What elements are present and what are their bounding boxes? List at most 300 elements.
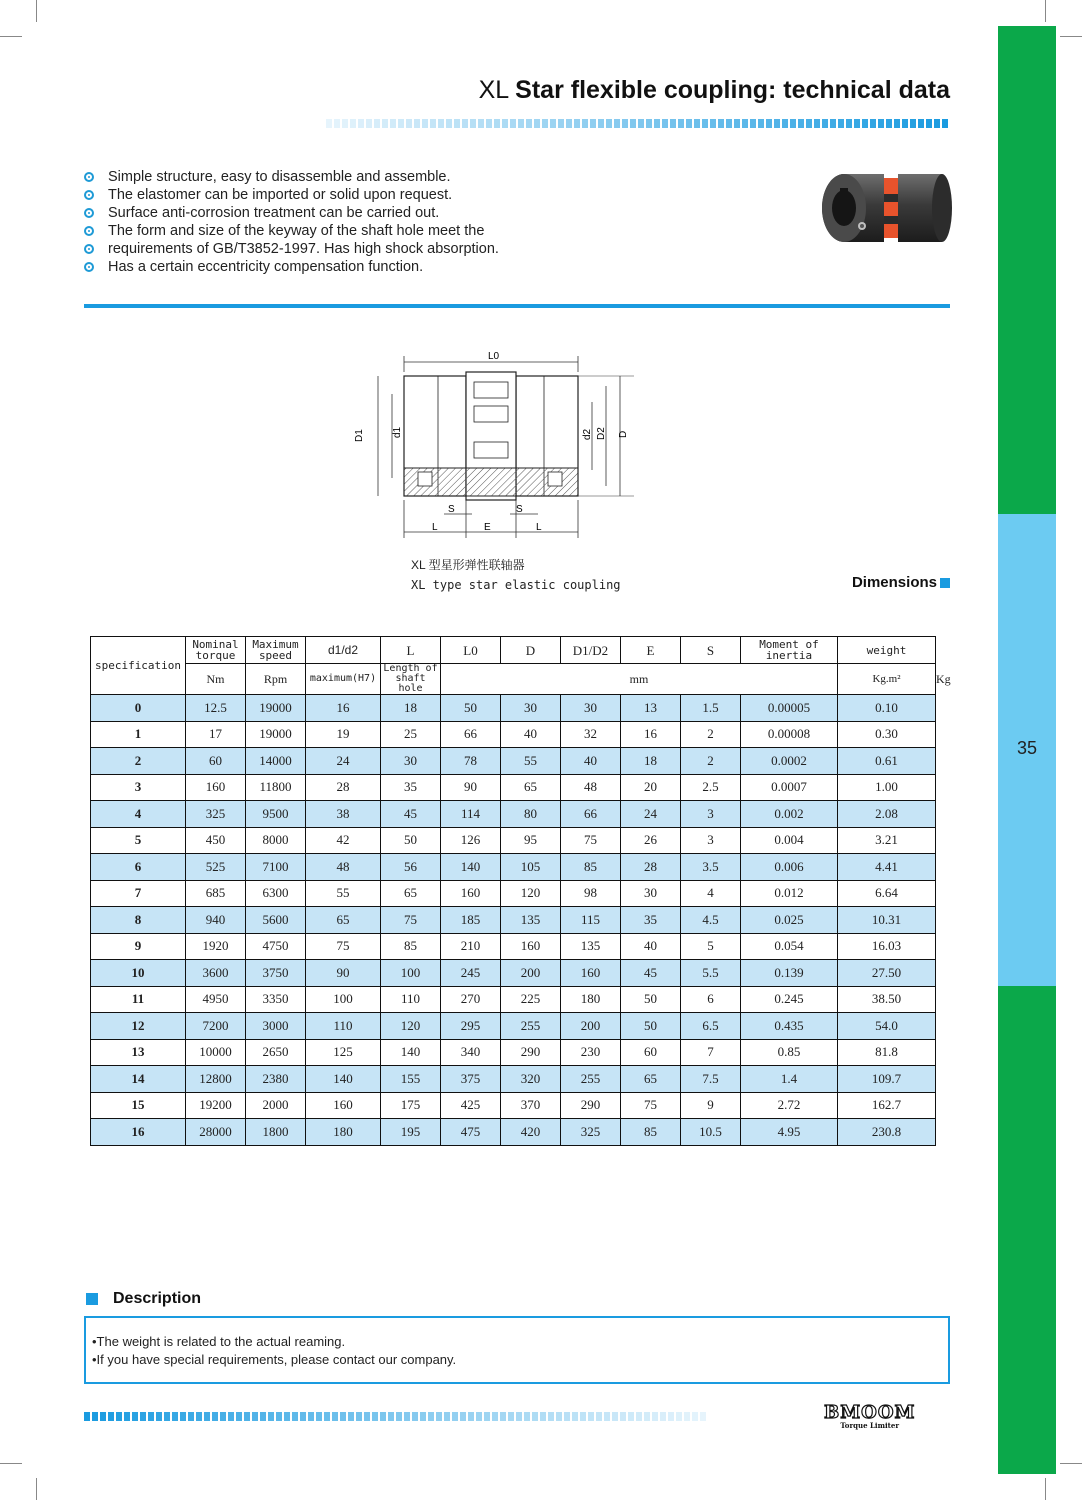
table-cell: 85 [561,854,621,881]
table-cell: 200 [561,1013,621,1040]
crop-mark [1060,36,1082,37]
table-cell: 0.30 [838,721,936,748]
table-cell: 160 [441,880,501,907]
dash-segment [662,119,668,128]
table-cell: 81.8 [838,1039,936,1066]
dash-segment [782,119,788,128]
table-cell: 19200 [186,1092,246,1119]
dash-segment [518,119,524,128]
header-nominal-torque: Nominal torque [186,637,246,664]
dash-segment [790,119,796,128]
unit-kgm2: Kg.m² [838,664,936,695]
dash-segment [438,119,444,128]
table-cell: 2.08 [838,801,936,828]
dash-segment [260,1412,266,1421]
table-cell: 27.50 [838,960,936,987]
header-maximum-speed: Maximum speed [246,637,306,664]
table-cell: 1800 [246,1119,306,1146]
dash-segment [886,119,892,128]
dash-segment [180,1412,186,1421]
label-e: E [484,522,491,533]
table-cell: 475 [441,1119,501,1146]
table-cell: 65 [621,1066,681,1093]
crop-mark [36,1478,37,1500]
dash-segment [646,119,652,128]
dash-segment [652,1412,658,1421]
dash-segment [132,1412,138,1421]
table-cell: 35 [381,774,441,801]
table-cell: 6 [681,986,741,1013]
footer-dash-rule [84,1412,706,1421]
dash-segment [638,119,644,128]
unit-mm: mm [441,664,838,695]
table-units-row: Nm Rpm maximum(H7) Length of shaft hole mm Kg.m² Kg [91,664,936,695]
table-cell: 0.0007 [741,774,838,801]
description-line: •The weight is related to the actual reaming. [92,1334,346,1349]
table-cell: 4950 [186,986,246,1013]
dimensions-heading: Dimensions [852,574,950,591]
table-cell: 55 [501,748,561,775]
dash-segment [878,119,884,128]
brand-logo [824,1404,915,1430]
dash-segment [486,119,492,128]
logo-tagline: Torque Limiter [840,1421,900,1430]
square-marker-icon [940,578,950,588]
dash-segment [414,119,420,128]
table-cell: 110 [381,986,441,1013]
feature-item: Surface anti-corrosion treatment can be carried out. [84,204,499,222]
dash-segment [502,119,508,128]
table-cell: 0.10 [838,695,936,722]
crop-mark [36,0,37,22]
table-cell: 25 [381,721,441,748]
label-d2-upper: D2 [596,427,607,440]
table-cell: 2 [681,748,741,775]
table-cell: 185 [441,907,501,934]
table-cell: 140 [381,1039,441,1066]
circle-bullet-icon [84,244,94,254]
header-l: L [381,637,441,664]
dash-segment [108,1412,114,1421]
table-cell: 9 [681,1092,741,1119]
table-cell: 3 [681,827,741,854]
table-cell: 45 [381,801,441,828]
table-cell: 100 [306,986,381,1013]
dash-segment [364,1412,370,1421]
dash-segment [494,119,500,128]
dash-segment [356,1412,362,1421]
dash-segment [398,119,404,128]
dash-segment [628,1412,634,1421]
table-cell: 126 [441,827,501,854]
table-cell: 75 [306,933,381,960]
dash-segment [582,119,588,128]
dash-segment [542,119,548,128]
table-cell: 18 [621,748,681,775]
dash-segment [596,1412,602,1421]
dash-segment [870,119,876,128]
table-cell: 0.61 [838,748,936,775]
table-cell: 40 [561,748,621,775]
dash-segment [316,1412,322,1421]
title-main: Star flexible coupling: technical data [515,76,950,104]
table-cell: 2.72 [741,1092,838,1119]
dash-segment [374,119,380,128]
dash-segment [164,1412,170,1421]
dash-segment [460,1412,466,1421]
dash-segment [478,119,484,128]
dash-segment [766,119,772,128]
dash-segment [358,119,364,128]
dash-segment [484,1412,490,1421]
table-cell: 75 [561,827,621,854]
dash-segment [420,1412,426,1421]
dash-segment [926,119,932,128]
table-cell: 230 [561,1039,621,1066]
table-cell: 2.5 [681,774,741,801]
table-cell: 6.64 [838,880,936,907]
table-row [91,854,936,881]
label-s-right: S [516,504,523,515]
table-row [91,774,936,801]
table-cell: 90 [441,774,501,801]
side-strip-green-bottom [998,986,1056,1474]
crop-mark [0,36,22,37]
table-cell: 50 [621,1013,681,1040]
table-cell: 180 [306,1119,381,1146]
dash-segment [540,1412,546,1421]
specification-table [90,636,951,1146]
table-cell: 90 [306,960,381,987]
dash-segment [548,1412,554,1421]
dash-segment [406,119,412,128]
dash-segment [588,1412,594,1421]
title-prefix: XL [478,76,509,104]
table-cell: 40 [621,933,681,960]
header-moment-of-inertia: Moment of inertia [741,637,838,664]
dash-segment [830,119,836,128]
table-cell: 325 [561,1119,621,1146]
feature-item: The elastomer can be imported or solid upon request. [84,186,499,204]
table-cell: 200 [501,960,561,987]
spec-number-cell: 1 [91,721,186,748]
dash-segment [446,119,452,128]
dash-segment [822,119,828,128]
drawing-caption-chinese: XL 型星形弹性联轴器 [411,558,525,572]
spec-number-cell: 4 [91,801,186,828]
description-heading: Description [86,1290,201,1308]
spec-number-cell: 13 [91,1039,186,1066]
table-cell: 0.00008 [741,721,838,748]
dash-segment [340,1412,346,1421]
dash-segment [510,119,516,128]
dash-segment [572,1412,578,1421]
label-l0: L0 [488,351,500,362]
table-row [91,960,936,987]
table-cell: 6.5 [681,1013,741,1040]
dash-segment [92,1412,98,1421]
dash-segment [430,119,436,128]
dash-segment [758,119,764,128]
table-cell: 17 [186,721,246,748]
table-cell: 370 [501,1092,561,1119]
table-cell: 3350 [246,986,306,1013]
table-cell: 225 [501,986,561,1013]
spec-number-cell: 3 [91,774,186,801]
dash-segment [268,1412,274,1421]
table-cell: 40 [501,721,561,748]
header-specification: specification [91,637,186,695]
label-d1-lower: d1 [392,426,403,438]
table-cell: 65 [306,907,381,934]
dash-segment [244,1412,250,1421]
table-cell: 135 [561,933,621,960]
dash-segment [428,1412,434,1421]
unit-rpm: Rpm [246,664,306,695]
dash-segment [942,119,948,128]
table-cell: 85 [621,1119,681,1146]
table-cell: 3 [681,801,741,828]
coupling-product-photo [808,164,953,254]
table-cell: 1.00 [838,774,936,801]
dash-segment [334,119,340,128]
dash-segment [156,1412,162,1421]
table-cell: 5 [681,933,741,960]
label-d2-lower: d2 [582,428,593,440]
dash-segment [500,1412,506,1421]
page-title [479,76,950,105]
dash-segment [558,119,564,128]
dash-segment [412,1412,418,1421]
dash-segment [388,1412,394,1421]
spec-number-cell: 11 [91,986,186,1013]
spec-number-cell: 12 [91,1013,186,1040]
feature-item: The form and size of the keyway of the shaft hole meet the [84,222,499,240]
table-cell: 28 [621,854,681,881]
table-row [91,695,936,722]
dash-segment [580,1412,586,1421]
dash-segment [700,1412,706,1421]
header-d: D [501,637,561,664]
dash-segment [172,1412,178,1421]
table-cell: 75 [621,1092,681,1119]
dash-segment [686,119,692,128]
table-cell: 105 [501,854,561,881]
table-cell: 1920 [186,933,246,960]
dash-segment [470,119,476,128]
table-cell: 54.0 [838,1013,936,1040]
dash-segment [854,119,860,128]
dash-segment [654,119,660,128]
dash-segment [918,119,924,128]
table-cell: 3750 [246,960,306,987]
table-cell: 10000 [186,1039,246,1066]
table-cell: 26 [621,827,681,854]
dash-segment [630,119,636,128]
spec-number-cell: 7 [91,880,186,907]
feature-item: Has a certain eccentricity compensation function. [84,258,499,276]
table-cell: 24 [306,748,381,775]
table-row [91,748,936,775]
dash-segment [332,1412,338,1421]
dash-segment [590,119,596,128]
dash-segment [670,119,676,128]
table-cell: 0.004 [741,827,838,854]
spec-number-cell: 2 [91,748,186,775]
dash-segment [532,1412,538,1421]
table-cell: 115 [561,907,621,934]
table-cell: 65 [381,880,441,907]
spec-number-cell: 9 [91,933,186,960]
dash-segment [838,119,844,128]
table-cell: 19000 [246,721,306,748]
dash-segment [516,1412,522,1421]
table-row [91,1039,936,1066]
table-cell: 16 [306,695,381,722]
table-cell: 4.95 [741,1119,838,1146]
table-cell: 4750 [246,933,306,960]
dash-segment [148,1412,154,1421]
dash-segment [902,119,908,128]
table-cell: 30 [381,748,441,775]
dash-segment [564,1412,570,1421]
crop-mark [1060,1463,1082,1464]
dash-segment [382,119,388,128]
table-cell: 0.006 [741,854,838,881]
dash-segment [534,119,540,128]
table-header-row [91,637,936,664]
table-cell: 175 [381,1092,441,1119]
table-cell: 80 [501,801,561,828]
dash-segment [750,119,756,128]
table-cell: 375 [441,1066,501,1093]
crop-mark [1045,0,1046,22]
spec-number-cell: 5 [91,827,186,854]
table-cell: 685 [186,880,246,907]
table-row [91,801,936,828]
circle-bullet-icon [84,208,94,218]
table-cell: 7.5 [681,1066,741,1093]
feature-item: requirements of GB/T3852-1997. Has high shock absorption. [84,240,499,258]
dash-segment [606,119,612,128]
circle-bullet-icon [84,172,94,182]
dash-segment [452,1412,458,1421]
table-cell: 30 [501,695,561,722]
table-cell: 320 [501,1066,561,1093]
table-row [91,1066,936,1093]
spec-number-cell: 14 [91,1066,186,1093]
dash-segment [636,1412,642,1421]
dash-segment [742,119,748,128]
table-cell: 425 [441,1092,501,1119]
table-cell: 8000 [246,827,306,854]
table-cell: 1.4 [741,1066,838,1093]
table-row [91,1092,936,1119]
dash-segment [526,119,532,128]
dash-segment [188,1412,194,1421]
table-cell: 325 [186,801,246,828]
table-cell: 160 [306,1092,381,1119]
table-cell: 3600 [186,960,246,987]
table-cell: 160 [561,960,621,987]
table-cell: 48 [306,854,381,881]
table-cell: 160 [186,774,246,801]
label-l-right: L [536,522,542,533]
page-number: 35 [1016,738,1038,758]
table-cell: 210 [441,933,501,960]
header-s: S [681,637,741,664]
dash-segment [228,1412,234,1421]
table-cell: 1.5 [681,695,741,722]
table-row [91,933,936,960]
dash-segment [348,1412,354,1421]
dash-segment [308,1412,314,1421]
table-cell: 245 [441,960,501,987]
table-cell: 38 [306,801,381,828]
dash-segment [734,119,740,128]
table-cell: 230.8 [838,1119,936,1146]
dash-segment [692,1412,698,1421]
dash-segment [566,119,572,128]
dash-segment [598,119,604,128]
table-cell: 98 [561,880,621,907]
table-cell: 195 [381,1119,441,1146]
circle-bullet-icon [84,226,94,236]
dash-segment [710,119,716,128]
table-cell: 16.03 [838,933,936,960]
dash-segment [612,1412,618,1421]
table-cell: 42 [306,827,381,854]
dash-segment [468,1412,474,1421]
dash-segment [550,119,556,128]
table-cell: 50 [621,986,681,1013]
dash-segment [396,1412,402,1421]
title-dash-rule [326,119,948,128]
table-cell: 0.139 [741,960,838,987]
dash-segment [292,1412,298,1421]
description-box [84,1316,950,1384]
table-cell: 60 [186,748,246,775]
dash-segment [726,119,732,128]
dash-segment [390,119,396,128]
dash-segment [702,119,708,128]
side-strip-green-top [998,26,1056,514]
table-cell: 140 [306,1066,381,1093]
table-cell: 7200 [186,1013,246,1040]
table-cell: 95 [501,827,561,854]
table-cell: 0.025 [741,907,838,934]
table-cell: 38.50 [838,986,936,1013]
dash-segment [220,1412,226,1421]
table-cell: 0.002 [741,801,838,828]
table-row [91,827,936,854]
dash-segment [284,1412,290,1421]
table-cell: 110 [306,1013,381,1040]
dash-segment [718,119,724,128]
table-cell: 120 [381,1013,441,1040]
table-cell: 290 [561,1092,621,1119]
table-cell: 4.5 [681,907,741,934]
table-cell: 109.7 [838,1066,936,1093]
dash-segment [814,119,820,128]
dash-segment [342,119,348,128]
table-cell: 4 [681,880,741,907]
table-cell: 140 [441,854,501,881]
table-row [91,880,936,907]
dash-segment [422,119,428,128]
label-d: D [618,430,629,438]
dash-segment [252,1412,258,1421]
